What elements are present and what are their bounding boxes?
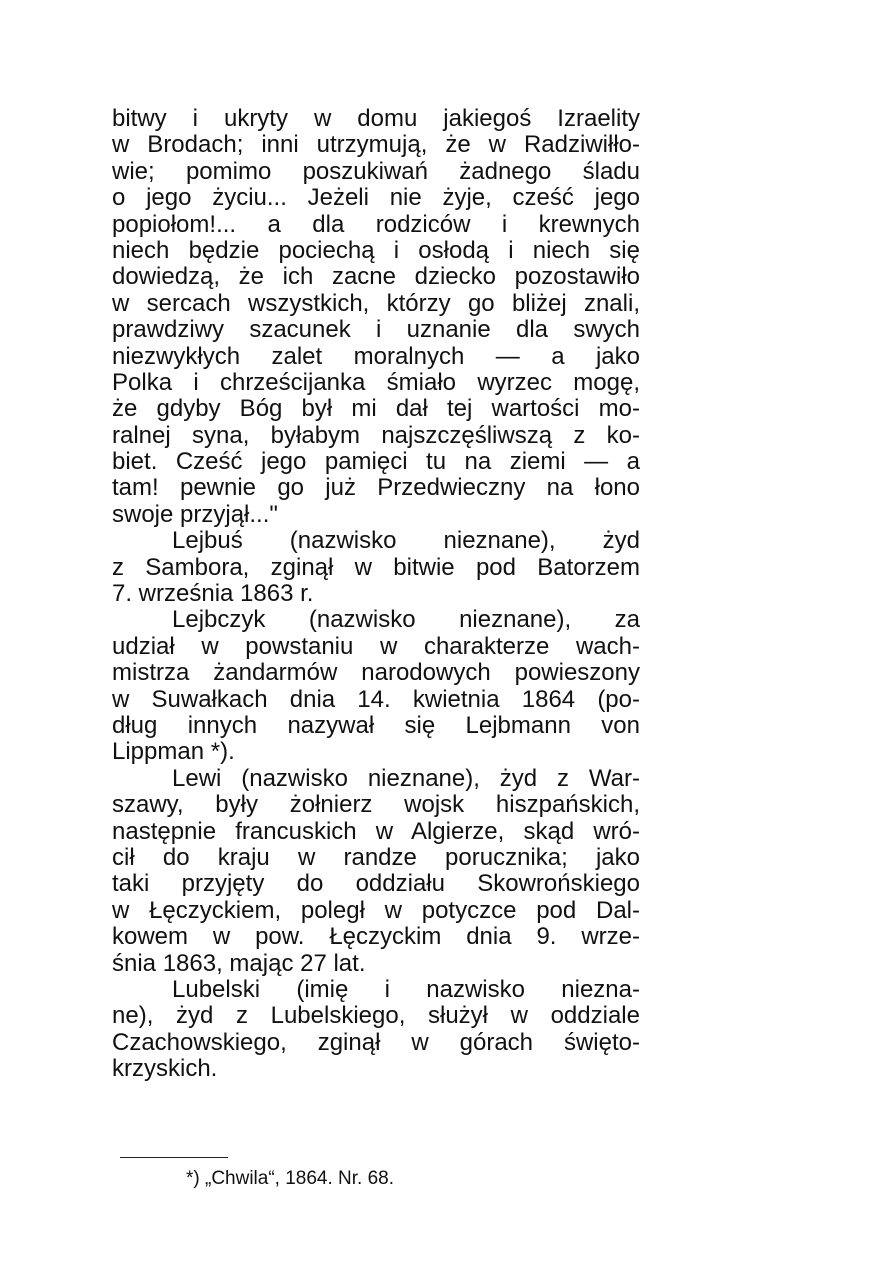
text-line: w Suwałkach dnia 14. kwietnia 1864 (po- <box>112 685 640 713</box>
footnote-divider <box>120 1157 228 1158</box>
text-line: że gdyby Bóg był mi dał tej wartości mo- <box>112 395 640 423</box>
text-line: bitwy i ukryty w domu jakiegoś Izraelity <box>112 105 640 132</box>
text-line: tam! pewnie go już Przedwieczny na łono <box>112 474 640 502</box>
text-line: biet. Cześć jego pamięci tu na ziemi — a <box>112 448 640 476</box>
text-line: dowiedzą, że ich zacne dziecko pozostawiło <box>112 263 640 291</box>
text-line: krzyskich. <box>112 1055 218 1083</box>
text-line: mistrza żandarmów narodowych powieszony <box>112 659 640 687</box>
entry-heading-line: Lejbczyk (nazwisko nieznane), za <box>172 606 640 634</box>
text-line: dług innych nazywał się Lejbmann von <box>112 711 640 739</box>
text-line: prawdziwy szacunek i uznanie dla swych <box>112 316 640 344</box>
text-line: kowem w pow. Łęczyckim dnia 9. wrze- <box>112 923 640 951</box>
text-line: Polka i chrześcijanka śmiało wyrzec mogę, <box>112 368 640 396</box>
text-line: wie; pomimo poszukiwań żadnego śladu <box>112 157 640 185</box>
text-line: w sercach wszystkich, którzy go bliżej znali, <box>112 289 640 317</box>
text-line: o jego życiu... Jeżeli nie żyje, cześć jego <box>112 184 640 212</box>
footnote: *) „Chwila“, 1864. Nr. 68. <box>186 1168 395 1189</box>
text-line: udział w powstaniu w charakterze wach- <box>112 632 640 660</box>
body-text <box>112 106 640 1082</box>
text-line: ne), żyd z Lubelskiego, służył w oddziale <box>112 1002 640 1030</box>
text-line: Czachowskiego, zginął w górach święto- <box>112 1028 640 1056</box>
text-line: z Sambora, zginął w bitwie pod Batorzem <box>112 553 640 581</box>
text-line: cił do kraju w randze porucznika; jako <box>112 843 640 871</box>
text-line: swoje przyjął..." <box>112 500 278 528</box>
text-line: Lippman *). <box>112 738 235 766</box>
entry-heading-line: Lejbuś (nazwisko nieznane), żyd <box>172 527 640 555</box>
text-line: popiołom!... a dla rodziców i krewnych <box>112 210 640 238</box>
text-line: taki przyjęty do oddziału Skowrońskiego <box>112 870 640 898</box>
text-line: w Łęczyckiem, poległ w potyczce pod Dal- <box>112 896 640 924</box>
text-line: ralnej syna, byłabym najszczęśliwszą z ko- <box>112 421 640 449</box>
text-line: w Brodach; inni utrzymują, że w Radziwiłło- <box>112 131 640 159</box>
entry-heading-line: Lubelski (imię i nazwisko niezna- <box>172 975 640 1003</box>
text-line: 7. września 1863 r. <box>112 580 314 608</box>
text-line: niech będzie pociechą i osłodą i niech się <box>112 236 640 264</box>
text-line: śnia 1863, mając 27 lat. <box>112 949 366 977</box>
text-line: szawy, były żołnierz wojsk hiszpańskich, <box>112 791 640 819</box>
entry-heading-line: Lewi (nazwisko nieznane), żyd z War- <box>172 764 640 792</box>
text-line: następnie francuskich w Algierze, skąd wró- <box>112 817 640 845</box>
text-line: niezwykłych zalet moralnych — a jako <box>112 342 640 370</box>
